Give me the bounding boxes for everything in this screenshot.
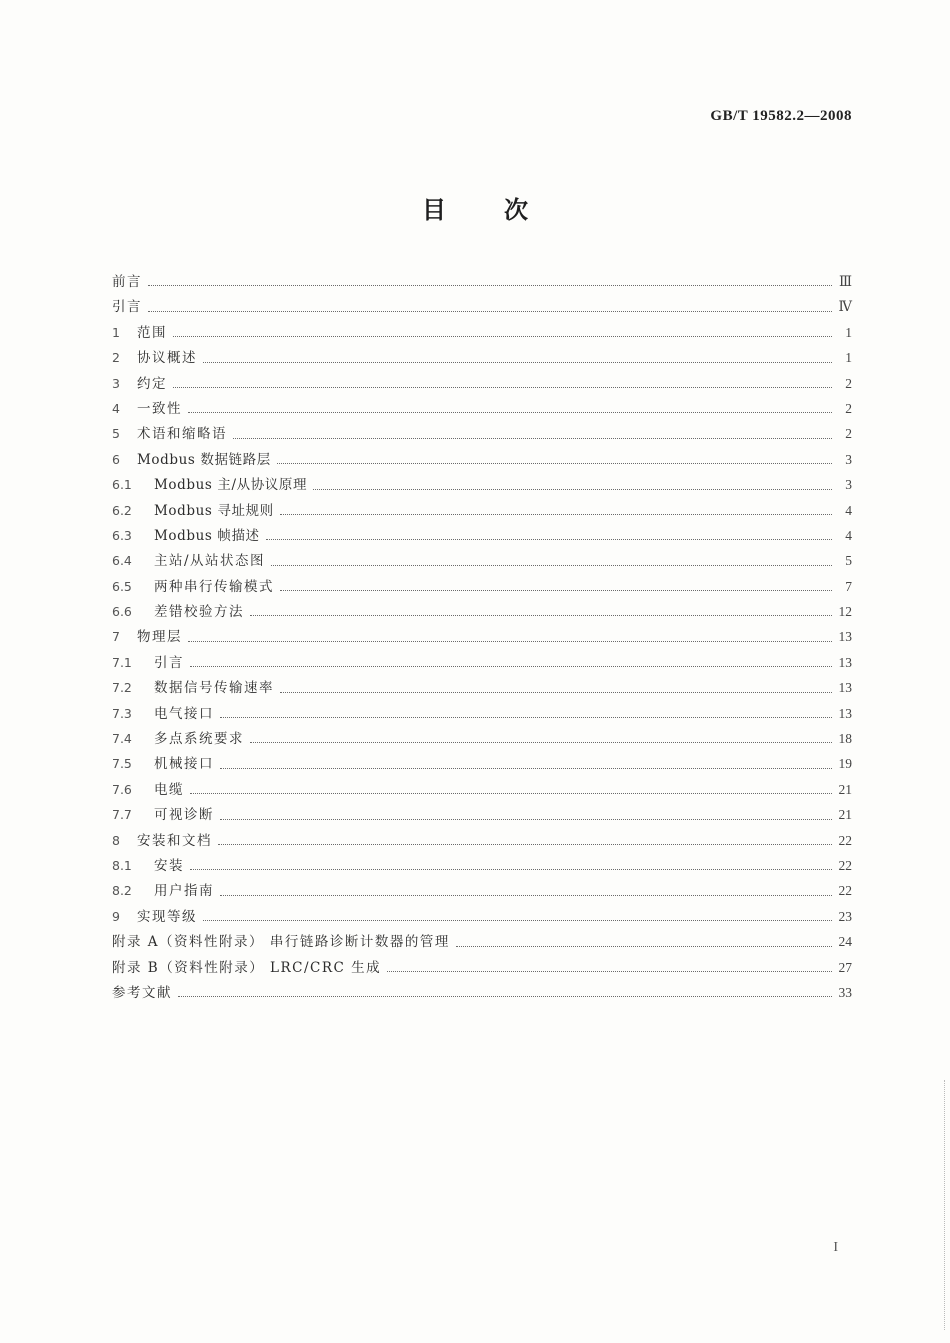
toc-entry-title: 电气接口	[154, 705, 214, 722]
toc-entry-page: 3	[845, 451, 852, 467]
toc-entry-page: 33	[838, 984, 852, 1000]
toc-entry-number: 6	[112, 451, 120, 467]
toc-entry-page: 21	[838, 781, 852, 797]
toc-title: 目次	[422, 196, 586, 224]
dot-leader	[148, 284, 832, 286]
toc-entry-title: 数据信号传输速率	[154, 680, 274, 697]
toc-entry[interactable]	[112, 676, 852, 701]
toc-entry-title: 机械接口	[154, 756, 214, 773]
dot-leader	[280, 513, 832, 515]
toc-entry-number: 6.4	[112, 553, 132, 569]
toc-entry[interactable]	[112, 397, 852, 422]
toc-entry-page: Ⅲ	[838, 274, 852, 289]
toc-entry-title: 可视诊断	[154, 807, 214, 824]
dot-leader	[190, 868, 832, 870]
dot-leader	[280, 691, 832, 693]
dot-leader	[220, 894, 832, 896]
toc-entry-page: 13	[838, 705, 852, 721]
toc-entry-title: 附录 A（资料性附录） 串行链路诊断计数器的管理	[112, 934, 450, 951]
toc-entry-number: 1	[112, 324, 120, 340]
toc-entry-title: Modbus 数据链路层	[137, 451, 271, 468]
toc-entry[interactable]	[112, 905, 852, 930]
toc-entry-page: 19	[838, 756, 852, 772]
toc-entry[interactable]	[112, 346, 852, 371]
dot-leader	[271, 564, 832, 566]
toc-entry[interactable]	[112, 321, 852, 346]
toc-entry-number: 6.2	[112, 502, 132, 518]
toc-entry[interactable]	[112, 879, 852, 904]
toc-entry-page: 2	[845, 400, 852, 416]
toc-entry-page: 2	[845, 426, 852, 442]
toc-entry-number: 6.5	[112, 578, 132, 594]
toc-entry-title: 约定	[137, 375, 167, 392]
toc-entry-number: 7.5	[112, 756, 132, 772]
toc-entry-number: 7.3	[112, 705, 132, 721]
toc-entry-page: 21	[838, 807, 852, 823]
dot-leader	[277, 462, 832, 464]
toc-entry-number: 9	[112, 908, 120, 924]
toc-entry[interactable]	[112, 930, 852, 955]
standard-number: GB/T 19582.2—2008	[710, 108, 852, 124]
toc-entry-title: 电缆	[154, 781, 184, 798]
toc-entry[interactable]	[112, 549, 852, 574]
toc-entry-number: 6.1	[112, 477, 132, 493]
toc-entry-title: Modbus 主/从协议原理	[154, 477, 308, 494]
toc-entry-title: 引言	[112, 299, 142, 316]
toc-entry-page: 3	[845, 477, 852, 493]
toc-entry-page: 23	[838, 908, 852, 924]
toc-entry-page: 13	[838, 654, 852, 670]
toc-entry-number: 2	[112, 350, 120, 366]
dot-leader	[387, 970, 832, 972]
dot-leader	[220, 716, 832, 718]
toc-entry[interactable]	[112, 422, 852, 447]
toc-entry-title: 多点系统要求	[154, 731, 244, 748]
toc-entry-title: Modbus 帧描述	[154, 527, 260, 544]
toc-entry-page: 22	[838, 857, 852, 873]
toc-entry-number: 7.6	[112, 781, 132, 797]
toc-entry-title: 物理层	[137, 629, 182, 646]
toc-entry-title: 一致性	[137, 400, 182, 417]
toc-entry-title: 附录 B（资料性附录） LRC/CRC 生成	[112, 959, 382, 976]
toc-entry[interactable]	[112, 524, 852, 549]
dot-leader	[266, 538, 832, 540]
dot-leader	[190, 792, 832, 794]
dot-leader	[148, 310, 832, 312]
scan-edge-mark	[944, 1080, 948, 1330]
toc-entry[interactable]	[112, 854, 852, 879]
toc-entry-number: 6.6	[112, 604, 132, 620]
toc-entry-page: 13	[838, 680, 852, 696]
toc-entry[interactable]	[112, 499, 852, 524]
table-of-contents	[112, 270, 852, 1006]
toc-entry[interactable]	[112, 600, 852, 625]
toc-entry[interactable]	[112, 295, 852, 320]
toc-entry[interactable]	[112, 270, 852, 295]
toc-entry-page: 27	[838, 959, 852, 975]
toc-entry-number: 7.7	[112, 807, 132, 823]
dot-leader	[218, 843, 832, 845]
toc-entry[interactable]	[112, 829, 852, 854]
toc-entry-number: 3	[112, 375, 120, 391]
dot-leader	[178, 995, 832, 997]
dot-leader	[188, 411, 832, 413]
dot-leader	[280, 589, 832, 591]
toc-entry-page: 1	[845, 324, 852, 340]
toc-entry-title: 术语和缩略语	[137, 426, 227, 443]
toc-entry-page: 22	[838, 883, 852, 899]
dot-leader	[233, 437, 832, 439]
dot-leader	[173, 335, 832, 337]
toc-entry-number: 7.1	[112, 654, 132, 670]
toc-entry-page: 18	[838, 731, 852, 747]
toc-entry[interactable]	[112, 727, 852, 752]
toc-entry[interactable]	[112, 702, 852, 727]
toc-entry-title: 引言	[154, 654, 184, 671]
toc-entry-number: 7	[112, 629, 120, 645]
toc-entry[interactable]	[112, 575, 852, 600]
toc-entry-title: 协议概述	[137, 350, 197, 367]
toc-entry[interactable]	[112, 803, 852, 828]
dot-leader	[456, 945, 832, 947]
toc-entry[interactable]	[112, 448, 852, 473]
toc-entry-page: 7	[845, 578, 852, 594]
toc-entry-title: 前言	[112, 274, 142, 290]
toc-entry-title: 安装和文档	[137, 832, 212, 849]
toc-entry-title: 参考文献	[112, 984, 172, 1001]
toc-entry-page: 13	[838, 629, 852, 645]
toc-entry-number: 8.1	[112, 857, 132, 873]
toc-entry-title: 实现等级	[137, 908, 197, 925]
dot-leader	[203, 919, 832, 921]
toc-entry-page: Ⅳ	[838, 299, 852, 315]
toc-entry-page: 22	[838, 832, 852, 848]
page-number: I	[833, 1240, 838, 1255]
dot-leader	[250, 614, 832, 616]
toc-entry-title: 两种串行传输模式	[154, 578, 274, 595]
dot-leader	[220, 767, 832, 769]
toc-entry[interactable]	[112, 625, 852, 650]
toc-entry-number: 8.2	[112, 883, 132, 899]
toc-entry-number: 4	[112, 400, 120, 416]
dot-leader	[250, 741, 832, 743]
toc-entry-number: 7.2	[112, 680, 132, 696]
toc-entry[interactable]	[112, 981, 852, 1006]
toc-entry-page: 24	[838, 934, 852, 950]
toc-entry-title: 差错校验方法	[154, 604, 244, 621]
toc-entry[interactable]	[112, 473, 852, 498]
toc-entry[interactable]	[112, 752, 852, 777]
toc-entry-number: 7.4	[112, 731, 132, 747]
toc-entry[interactable]	[112, 956, 852, 981]
toc-entry-number: 6.3	[112, 527, 132, 543]
toc-entry[interactable]	[112, 651, 852, 676]
toc-entry-page: 12	[838, 604, 852, 620]
toc-entry-page: 4	[845, 527, 852, 543]
dot-leader	[173, 386, 832, 388]
dot-leader	[188, 640, 832, 642]
toc-entry-number: 8	[112, 832, 120, 848]
dot-leader	[220, 818, 832, 820]
toc-entry-title: 范围	[137, 324, 167, 341]
dot-leader	[190, 665, 832, 667]
toc-entry[interactable]	[112, 372, 852, 397]
toc-entry-title: Modbus 寻址规则	[154, 502, 274, 519]
toc-entry-title: 安装	[154, 857, 184, 874]
dot-leader	[313, 488, 832, 490]
toc-entry-page: 1	[845, 350, 852, 366]
toc-entry-page: 5	[845, 553, 852, 569]
toc-entry-page: 2	[845, 375, 852, 391]
dot-leader	[203, 361, 832, 363]
toc-entry-title: 用户指南	[154, 883, 214, 900]
toc-entry[interactable]	[112, 778, 852, 803]
toc-entry-number: 5	[112, 426, 120, 442]
toc-entry-page: 4	[845, 502, 852, 518]
toc-entry-title: 主站/从站状态图	[154, 553, 266, 570]
